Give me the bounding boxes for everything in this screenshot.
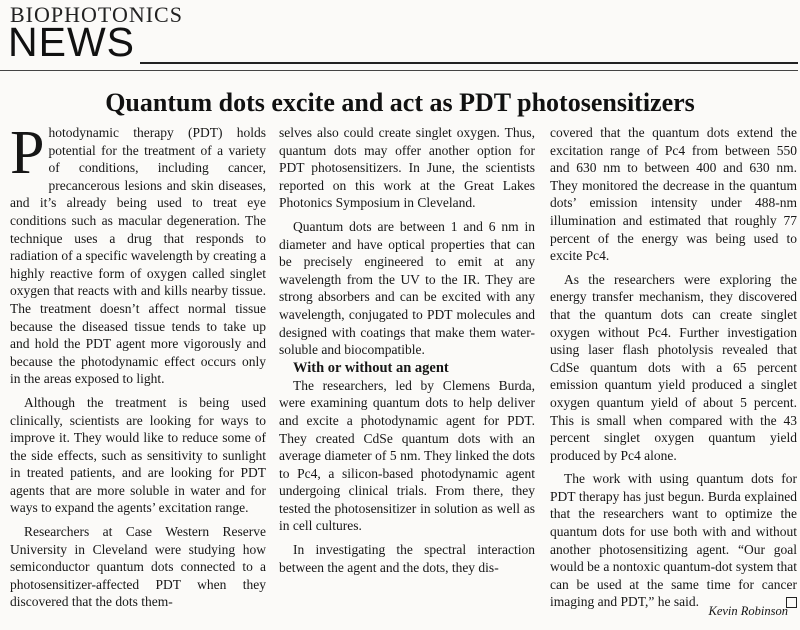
paragraph [550, 470, 797, 611]
paragraph: The researchers, led by Clemens Burda, were examining quantum dots to help deliver and excite a photodynamic agent for PDT. They created CdSe quantum dots with an average diameter of 5 nm. They linked the dots to Pc4, a silicon-based photodynamic agent undergoing clinical trials. From there, they tested the photosensitizer in solution as well as in cell cultures. [279, 377, 535, 534]
paragraph: Although the treatment is being used clinically, scientists are looking for ways to improve it. They would like to reduce some of the side effects, such as sensitivity to sunlight in treated patients, and are looking for PDT agents that are more soluble in water and for ways to expand the agents’ excitation range. [10, 394, 266, 516]
article-column-2 [279, 124, 535, 576]
author-byline: Kevin Robinson [708, 604, 788, 618]
masthead-section-title: NEWS [8, 19, 135, 65]
paragraph [10, 119, 267, 388]
paragraph: As the researchers were exploring the energy transfer mechanism, they discovered that the quantum dots can create singlet oxygen without Pc4. Further investigation using laser flash photolysis revealed that CdSe quantum dots with a 65 percent emission quantum yield produced a singlet oxygen quantum yield of about 5 percent. This is small when compared with the 43 percent singlet oxygen quantum yield produced by Pc4 alone. [550, 271, 797, 463]
section-subhead: With or without an agent [293, 359, 449, 376]
paragraph: Researchers at Case Western Reserve University in Cleveland were studying how semiconductor quantum dots connected to a photosensitizer-affected PDT when they discovered that the dots them- [10, 524, 266, 610]
paragraph-text: hotodynamic therapy (PDT) holds potential for the treatment of a variety of conditions, including cancer, precancerous lesions and skin diseases, and it’s already being used to treat eye conditions such as macular degeneration. The technique uses a drug that responds to radiation of a specific wavelength by creating a highly reactive form of oxygen called singlet oxygen that reacts with and kills nearby tissue. The treatment doesn’t affect normal tissue because the diseased tissue tends to take up and hold the PDT agent more vigorously and because the photodynamic effect occurs only in the areas exposed to light. [10, 125, 267, 387]
paragraph: selves also could create singlet oxygen. Thus, quantum dots may offer another option for PDT photosensitizers. In June, the scientists reported on this work at the Great Lakes Photonics Symposium in Cleveland. [279, 125, 535, 211]
drop-cap: P [10, 119, 45, 187]
paragraph: Quantum dots are between 1 and 6 nm in diameter and have optical properties that can be precisely engineered to emit at any wavelength from the UV to the IR. They are strong absorbers and can be excited with any wavelength, conjugated to PDT molecules and designed with coatings that make them water-soluble and biocompatible. [279, 218, 535, 358]
paragraph: In investigating the spectral interaction between the agent and the dots, they dis- [279, 542, 535, 575]
article-headline: Quantum dots excite and act as PDT photosensitizers [105, 88, 695, 117]
masthead-rule [140, 62, 798, 64]
paragraph: covered that the quantum dots extend the excitation range of Pc4 from between 550 and 630 nm to between 400 and 630 nm. They monitored the decrease in the quantum dots’ emission intensity under 488-nm illumination and estimated that roughly 77 percent of the energy was being used to excite Pc4. [550, 125, 797, 264]
masthead-underline [0, 70, 798, 71]
article-column-1 [10, 119, 267, 611]
masthead-kicker: BIOPHOTONICS [10, 2, 183, 27]
paragraph-text: The work with using quantum dots for PDT therapy has just begun. Burda explained that the researchers want to optimize the quantum dots for use both with and without another photosensitizing agent. “Our goal would be a nontoxic quantum-dot system that can be used at the same time for cancer imaging and PDT,” he said. [550, 471, 797, 610]
article-column-3 [550, 124, 797, 611]
